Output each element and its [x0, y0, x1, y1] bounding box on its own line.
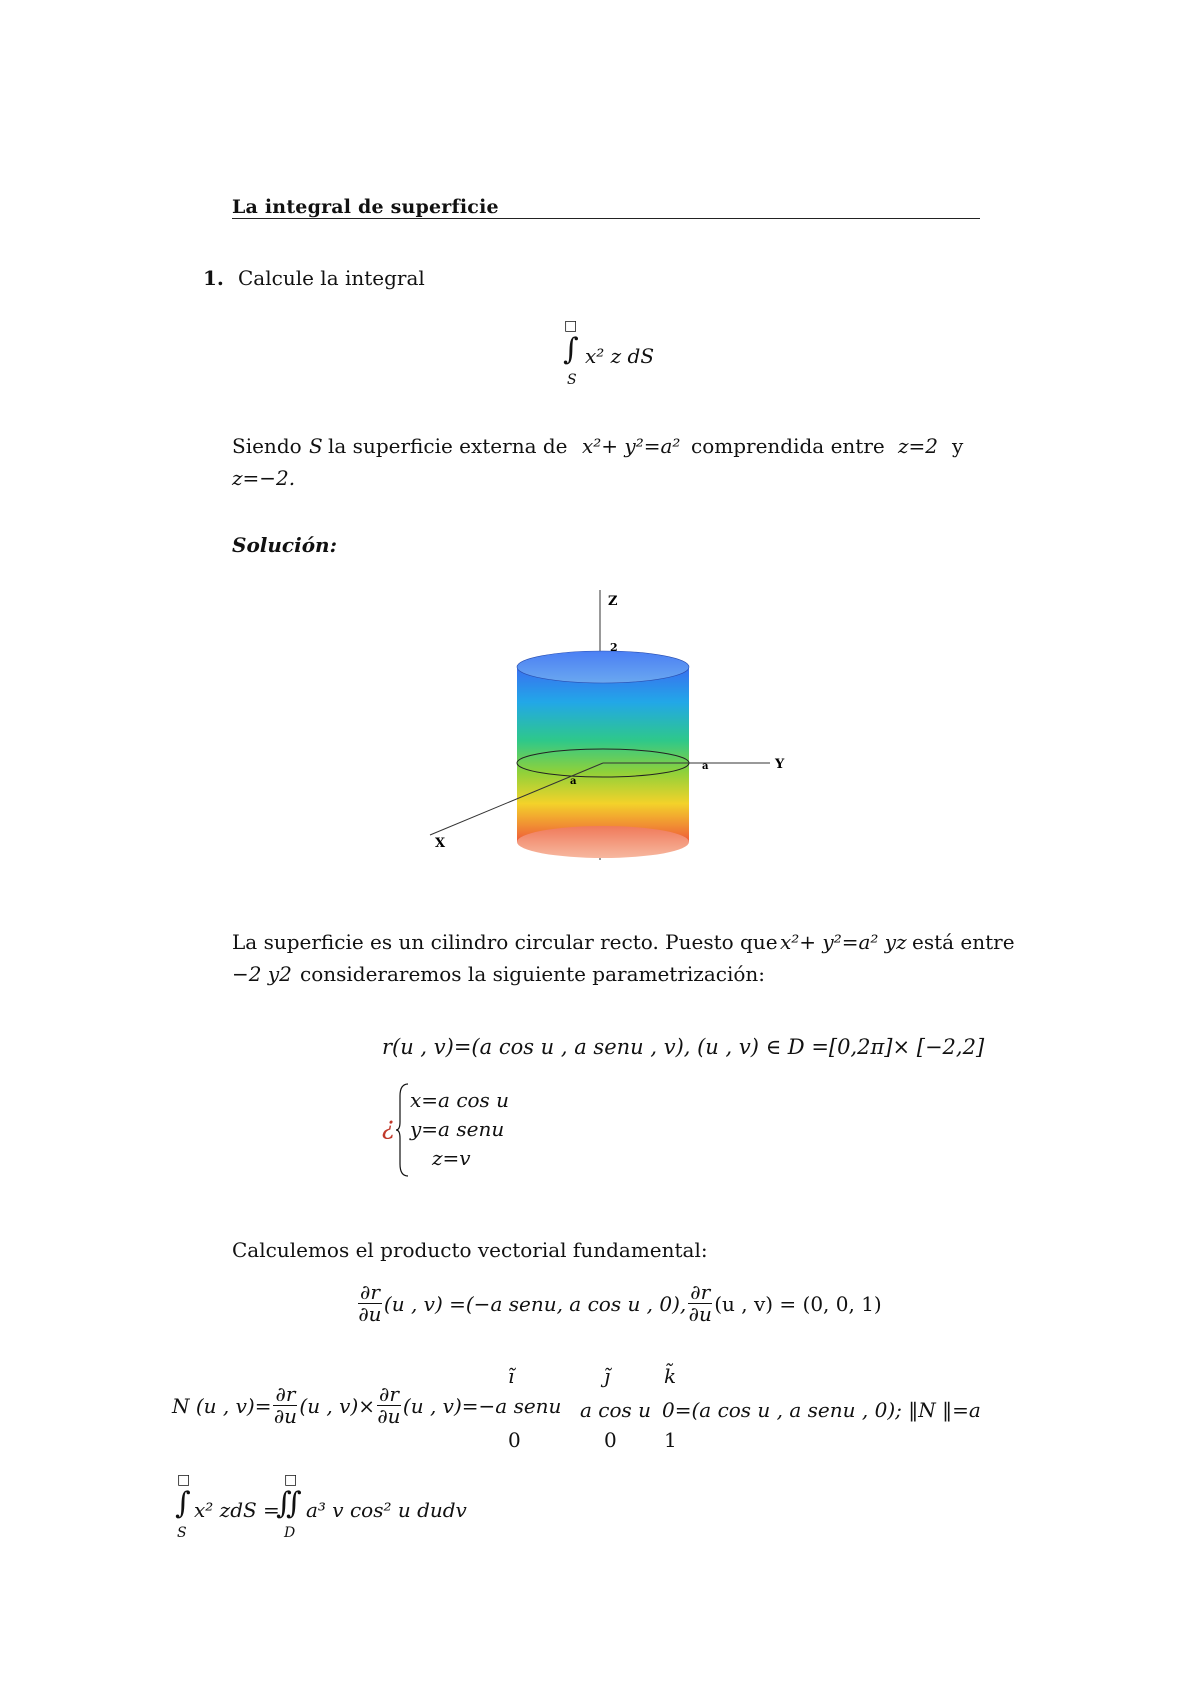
axis-z-label: Z	[608, 594, 618, 609]
title-rule	[232, 218, 980, 219]
final-int1-sub: S	[177, 1525, 187, 1541]
axis-x-label: X	[435, 836, 446, 851]
final-int2-sub: D	[284, 1525, 296, 1541]
normal-r3-c2: 0	[604, 1428, 617, 1452]
para1-equation: x²+ y²=a² yz	[780, 930, 907, 954]
axis-y-label: Y	[775, 757, 785, 772]
cylinder-top	[517, 651, 689, 683]
dr-numerator: ∂r	[360, 1280, 380, 1304]
final-int1-sign: ∫	[175, 1486, 191, 1521]
stmt-between: comprendida entre	[691, 434, 885, 458]
normal-du-1: ∂u	[273, 1404, 298, 1428]
integral-sign: ∫	[563, 332, 579, 367]
system-y: y=a senu	[410, 1117, 505, 1141]
stmt-y: y	[952, 434, 964, 458]
dr-du-fraction	[358, 1282, 382, 1325]
normal-r3-c1: 0	[508, 1428, 521, 1452]
final-int1-top: □	[177, 1472, 191, 1488]
param-equation: r(u , v)=(a cos u , a senu , v), (u , v) ∈ D =[0,2π]× [−2,2]	[382, 1035, 985, 1059]
para2-text: Calculemos el producto vectorial fundamental:	[232, 1238, 708, 1262]
normal-r3-c3: 1	[664, 1428, 677, 1452]
system-x: x=a cos u	[410, 1088, 510, 1112]
dr-dv-fraction	[688, 1282, 712, 1325]
para1-line1: La superficie es un cilindro circular recto. Puesto que	[232, 930, 778, 954]
dr-numerator-2: ∂r	[690, 1280, 711, 1304]
final-rhs: a³ v cos² u dudv	[306, 1498, 467, 1522]
cylinder-body	[517, 667, 689, 842]
stmt-z-lower: z=−2.	[232, 466, 296, 490]
system-brace	[396, 1082, 410, 1178]
stmt-surface: la superficie externa de	[328, 434, 568, 458]
integral-top-box: □	[564, 318, 578, 334]
du-denominator: ∂u	[358, 1302, 382, 1326]
normal-col3: 0=(a cos u , a senu , 0); ‖N ‖=a	[662, 1398, 981, 1422]
normal-dr-1: ∂r	[275, 1382, 296, 1406]
normal-col2: a cos u	[580, 1398, 652, 1422]
solution-label: Solución:	[232, 533, 337, 557]
normal-dr-2: ∂r	[379, 1382, 399, 1406]
cylinder-figure	[435, 585, 820, 860]
cylinder-bottom	[517, 826, 689, 858]
page-title: La integral de superficie	[232, 196, 499, 218]
stmt-z-upper: z=2	[898, 434, 939, 458]
tick-a-x-label: a	[570, 776, 577, 787]
integrand: x² z dS	[585, 344, 655, 368]
normal-frac-2	[377, 1384, 401, 1427]
final-lhs: x² zdS =	[194, 1498, 280, 1522]
system-z: z=v	[432, 1146, 471, 1170]
tick-a-y-label: a	[702, 761, 709, 772]
normal-cross: (u , v)×	[299, 1393, 376, 1418]
dr-du-value: (u , v) =(−a senu, a cos u , 0),	[383, 1291, 687, 1316]
para1-esta: está entre	[912, 930, 1015, 954]
dv-denominator: ∂u	[688, 1302, 712, 1326]
final-int2-sign: ∬	[276, 1486, 302, 1521]
para1-line2: consideraremos la siguiente parametrización:	[300, 962, 766, 986]
final-int2-top: □	[284, 1472, 298, 1488]
integral-subscript: S	[567, 372, 577, 388]
para1-range: −2 y2	[232, 962, 292, 986]
j-hat: j̃	[604, 1364, 611, 1388]
stmt-s: S	[309, 434, 323, 458]
stmt-equation: x²+ y²=a²	[582, 434, 681, 458]
k-hat: k̃	[664, 1364, 677, 1388]
stmt-siendo: Siendo	[232, 434, 302, 458]
normal-row1-rest: (u , v)=−a senu	[402, 1393, 562, 1418]
i-hat: ĩ	[508, 1364, 515, 1388]
tick-2-label: 2	[610, 641, 618, 654]
normal-du-2: ∂u	[377, 1404, 401, 1428]
problem-prompt: Calcule la integral	[238, 266, 425, 290]
system-mark: ¿	[382, 1112, 395, 1140]
dr-dv-value: (u , v) = (0, 0, 1)	[714, 1291, 882, 1316]
problem-number: 1.	[203, 266, 224, 290]
partials-row	[356, 1282, 882, 1325]
normal-frac-1	[273, 1384, 297, 1427]
normal-lhs: N (u , v)=	[172, 1393, 272, 1418]
normal-row	[172, 1384, 561, 1427]
